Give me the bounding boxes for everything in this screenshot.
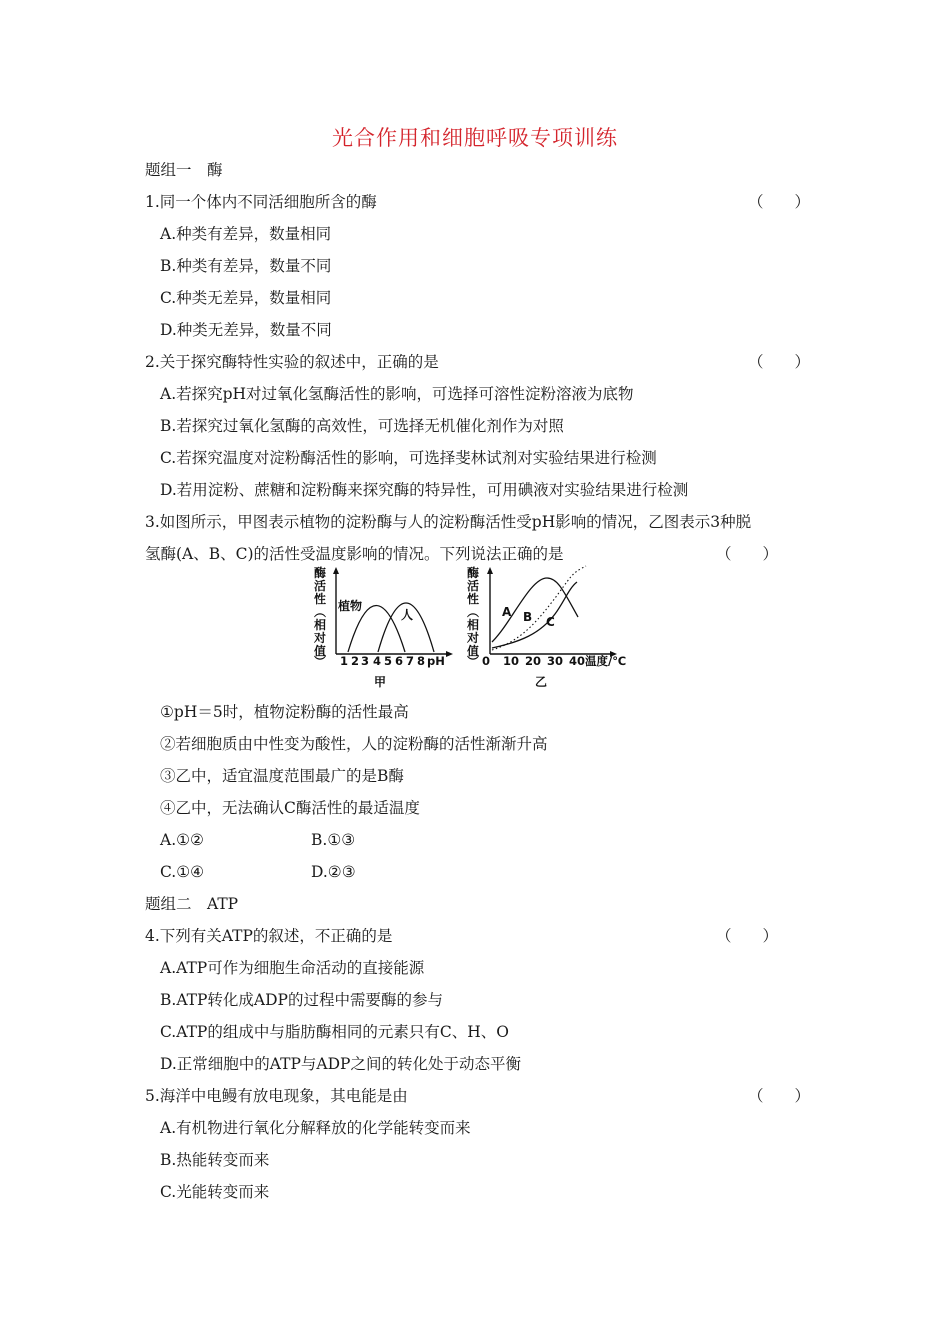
jia-xtick-6: 6 (395, 654, 404, 668)
q1-stem: 1.同一个体内不同活细胞所含的酶 (145, 193, 377, 211)
jia-ylabel-0: 酶 (313, 566, 327, 580)
q4-stem: 4.下列有关ATP的叙述，不正确的是 (145, 927, 393, 945)
yi-ylabel-4: 相 (466, 618, 480, 632)
q3-statement-2: ②若细胞质由中性变为酸性，人的淀粉酶的活性渐渐升高 (160, 735, 548, 753)
jia-xtick-8: 8 (417, 654, 426, 668)
yi-label-a: A (502, 605, 512, 619)
yi-xtick-30: 30 (547, 654, 564, 668)
q2-option-d: D.若用淀粉、蔗糖和淀粉酶来探究酶的特异性，可用碘液对实验结果进行检测 (160, 481, 689, 499)
jia-ylabel-4: 相 (313, 618, 327, 632)
q5-option-b: B.热能转变而来 (160, 1151, 270, 1169)
q5-option-a: A.有机物进行氧化分解释放的化学能转变而来 (160, 1119, 471, 1137)
page-title: 光合作用和细胞呼吸专项训练 (332, 126, 618, 150)
q1-answer-paren: （ ） (748, 193, 811, 211)
q4-answer-paren: （ ） (716, 927, 779, 945)
yi-ylabel-7: ︶ (466, 655, 480, 669)
jia-label-plant: 植物 (338, 599, 363, 613)
jia-ylabel-1: 活 (313, 579, 327, 593)
q4-option-b: B.ATP转化成ADP的过程中需要酶的参与 (160, 991, 443, 1009)
yi-xtick-20: 20 (525, 654, 542, 668)
jia-xtick-1: 1 (340, 654, 349, 668)
jia-ylabel-3: ︵ (313, 605, 327, 619)
yi-caption: 乙 (535, 675, 548, 689)
yi-ylabel-0: 酶 (466, 566, 480, 580)
yi-ylabel-1: 活 (466, 579, 480, 593)
q3-option-b: B.①③ (311, 831, 356, 849)
yi-ylabel-5: 对 (466, 631, 480, 645)
q1-option-a: A.种类有差异，数量相同 (160, 225, 332, 243)
jia-label-human: 人 (401, 608, 414, 622)
q2-stem: 2.关于探究酶特性实验的叙述中，正确的是 (145, 353, 439, 371)
q3-answer-paren: （ ） (716, 545, 779, 563)
jia-ylabel-6: 值 (313, 644, 327, 658)
yi-xtick-0: 0 (482, 654, 491, 668)
yi-label-b: B (523, 610, 533, 624)
yi-ylabel-6: 值 (466, 644, 480, 658)
q3-statement-1: ①pH＝5时，植物淀粉酶的活性最高 (160, 703, 409, 721)
jia-xtick-2: 2 (351, 654, 360, 668)
q5-answer-paren: （ ） (748, 1087, 811, 1105)
group-2-heading: 题组二 ATP (145, 895, 239, 913)
yi-xunit: 温度/℃ (585, 654, 627, 668)
q3-stem-line1: 3.如图所示，甲图表示植物的淀粉酶与人的淀粉酶活性受pH影响的情况，乙图表示3种脱 (145, 513, 752, 531)
q4-option-d: D.正常细胞中的ATP与ADP之间的转化处于动态平衡 (160, 1055, 521, 1073)
jia-xtick-7: 7 (406, 654, 415, 668)
q3-option-d: D.②③ (311, 863, 356, 881)
yi-xtick-40: 40 (569, 654, 586, 668)
q3-stem-line2: 氢酶(A、B、C)的活性受温度影响的情况。下列说法正确的是 (145, 545, 564, 563)
q3-statement-3: ③乙中，适宜温度范围最广的是B酶 (160, 767, 404, 785)
jia-xtick-4: 4 (373, 654, 382, 668)
q5-stem: 5.海洋中电鳗有放电现象，其电能是由 (145, 1087, 408, 1105)
figure-jia (310, 562, 465, 690)
figure-yi (462, 562, 637, 690)
yi-ylabel-2: 性 (466, 592, 480, 606)
q4-option-c: C.ATP的组成中与脂肪酶相同的元素只有C、H、O (160, 1023, 509, 1041)
yi-ylabel-3: ︵ (466, 605, 480, 619)
jia-xtick-5: 5 (384, 654, 393, 668)
q2-answer-paren: （ ） (748, 353, 811, 371)
q3-option-a: A.①② (160, 831, 204, 849)
q3-statement-4: ④乙中，无法确认C酶活性的最适温度 (160, 799, 420, 817)
jia-ylabel-5: 对 (313, 631, 327, 645)
jia-xtick-3: 3 (361, 654, 370, 668)
group-1-heading: 题组一 酶 (145, 161, 223, 179)
jia-xunit: pH (427, 654, 445, 668)
q2-option-a: A.若探究pH对过氧化氢酶活性的影响，可选择可溶性淀粉溶液为底物 (160, 385, 634, 403)
q1-option-d: D.种类无差异，数量不同 (160, 321, 332, 339)
q1-option-b: B.种类有差异，数量不同 (160, 257, 332, 275)
q2-option-b: B.若探究过氧化氢酶的高效性，可选择无机催化剂作为对照 (160, 417, 564, 435)
jia-x-arrow (446, 651, 453, 657)
yi-label-c: C (546, 615, 555, 629)
yi-xtick-10: 10 (503, 654, 520, 668)
jia-caption: 甲 (374, 675, 387, 689)
yi-y-arrow (487, 567, 493, 574)
q2-option-c: C.若探究温度对淀粉酶活性的影响，可选择斐林试剂对实验结果进行检测 (160, 449, 657, 467)
q3-option-c: C.①④ (160, 863, 205, 881)
q5-option-c: C.光能转变而来 (160, 1183, 270, 1201)
q4-option-a: A.ATP可作为细胞生命活动的直接能源 (160, 959, 425, 977)
q1-option-c: C.种类无差异，数量相同 (160, 289, 332, 307)
jia-y-arrow (333, 567, 339, 574)
jia-ylabel-2: 性 (313, 592, 327, 606)
jia-ylabel-7: ︶ (313, 655, 327, 669)
